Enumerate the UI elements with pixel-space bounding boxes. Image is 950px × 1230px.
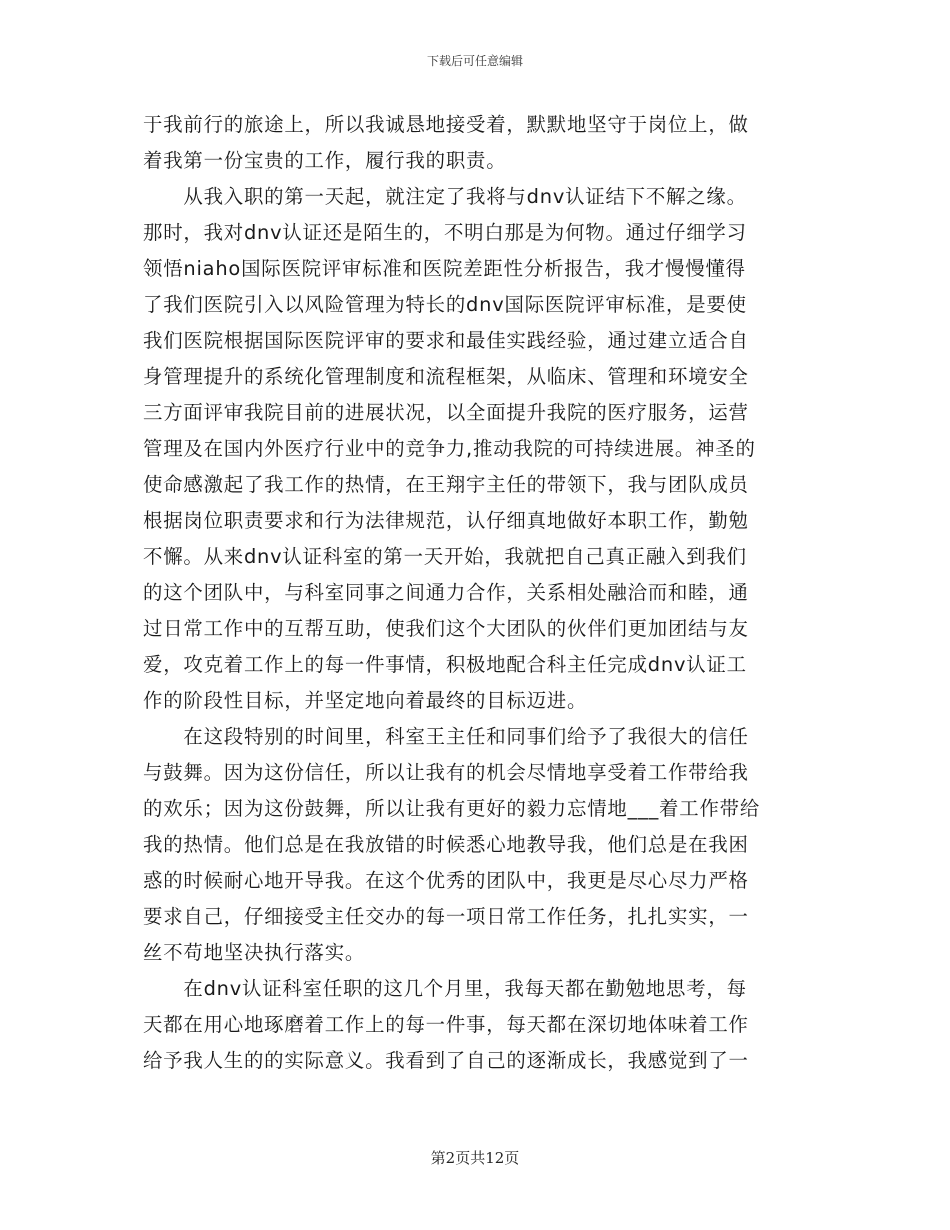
text-line: 使命感激起了我工作的热情，在王翔宇主任的带领下，我与团队成员: [143, 473, 749, 496]
text-line: 天都在用心地琢磨着工作上的每一件事，每天都在深切地体味着工作: [143, 1013, 749, 1036]
text-line: 爱，攻克着工作上的每一件事情，积极地配合科主任完成dnv认证工: [143, 653, 747, 676]
header-note: 下载后可任意编辑: [426, 54, 523, 68]
text-line: 三方面评审我院目前的进展状况，以全面提升我院的医疗服务，运营: [143, 401, 749, 424]
text-line: 过日常工作中的互帮互助，使我们这个大团队的伙伴们更加团结与友: [143, 617, 749, 640]
text-line: 我的热情。他们总是在我放错的时候悉心地教导我，他们总是在我困: [143, 833, 749, 856]
text-line: 从我入职的第一天起，就注定了我将与dnv认证结下不解之缘。: [143, 185, 747, 208]
text-line: 根据岗位职责要求和行为法律规范，认仔细真地做好本职工作，勤勉: [143, 509, 749, 532]
text-line: 不懈。从来dnv认证科室的第一天开始，我就把自己真正融入到我们: [143, 545, 747, 568]
text-line: 在这段特别的时间里，科室王主任和同事们给予了我很大的信任: [143, 725, 749, 748]
text-line: 领悟niaho国际医院评审标准和医院差距性分析报告，我才慢慢懂得: [143, 257, 746, 280]
text-line: 于我前行的旅途上，所以我诚恳地接受着，默默地坚守于岗位上，做: [143, 113, 749, 136]
text-line: 那时，我对dnv认证还是陌生的，不明白那是为何物。通过仔细学习: [143, 221, 747, 244]
text-line: 我们医院根据国际医院评审的要求和最佳实践经验，通过建立适合自: [143, 329, 749, 352]
text-line: 的这个团队中，与科室同事之间通力合作，关系相处融洽而和睦，通: [143, 581, 749, 604]
page-number: 第2页共12页: [430, 1149, 520, 1167]
text-line: 身管理提升的系统化管理制度和流程框架，从临床、管理和环境安全: [143, 365, 749, 388]
text-line: 丝不苟地坚决执行落实。: [143, 941, 366, 964]
text-line: 惑的时候耐心地开导我。在这个优秀的团队中，我更是尽心尽力严格: [143, 869, 749, 892]
text-line: 在dnv认证科室任职的这几个月里，我每天都在勤勉地思考，每: [143, 977, 747, 1000]
text-line: 要求自己，仔细接受主任交办的每一项日常工作任务，扎扎实实，一: [143, 905, 749, 928]
text-line: 了我们医院引入以风险管理为特长的dnv国际医院评审标准，是要使: [143, 293, 747, 316]
text-line: 管理及在国内外医疗行业中的竞争力,推动我院的可持续进展。神圣的: [143, 437, 756, 460]
text-line: 着我第一份宝贵的工作，履行我的职责。: [143, 149, 507, 172]
text-line: 与鼓舞。因为这份信任，所以让我有的机会尽情地享受着工作带给我: [143, 761, 749, 784]
text-line: 给予我人生的的实际意义。我看到了自己的逐渐成长，我感觉到了一: [143, 1049, 749, 1072]
text-line: 作的阶段性目标，并坚定地向着最终的目标迈进。: [143, 689, 588, 712]
document-body: [143, 107, 807, 1079]
text-line: 的欢乐；因为这份鼓舞，所以让我有更好的毅力忘情地___着工作带给: [143, 797, 761, 820]
